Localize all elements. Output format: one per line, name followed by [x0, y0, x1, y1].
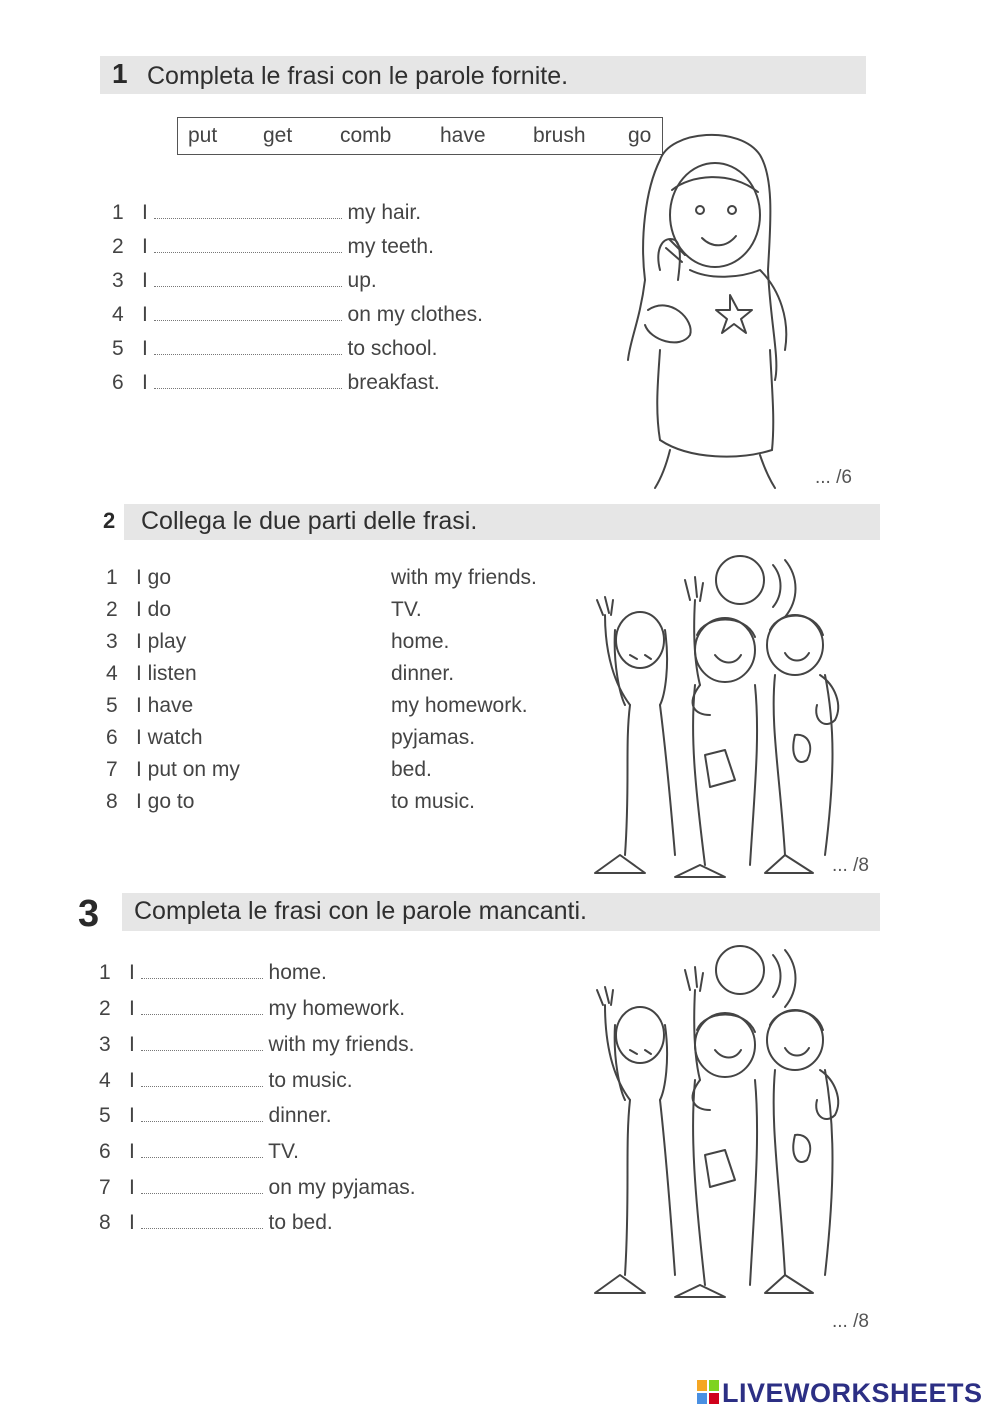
s3-row-number: 3	[99, 1033, 111, 1056]
s3-row-3	[99, 1033, 414, 1057]
s1-row-3	[112, 269, 377, 293]
s1-row-end: on my clothes.	[347, 303, 483, 326]
word-get: get	[263, 124, 293, 147]
s1-row-start: I	[142, 371, 148, 394]
kids-playing-illustration-2	[585, 945, 855, 1300]
s3-row-start: I	[129, 997, 135, 1020]
s2-left-1[interactable]	[106, 566, 171, 590]
s2-left-number: 5	[106, 694, 118, 717]
s2-right-6[interactable]: pyjamas.	[391, 726, 476, 749]
s2-left-3[interactable]	[106, 630, 186, 654]
s3-row-end: to bed.	[268, 1211, 333, 1234]
s2-right-5[interactable]: my homework.	[391, 694, 528, 717]
s1-blank-6[interactable]	[154, 374, 342, 389]
s1-row-start: I	[142, 269, 148, 292]
s1-row-number: 2	[112, 235, 124, 258]
s3-blank-8[interactable]	[141, 1214, 263, 1229]
s1-row-end: my hair.	[347, 201, 422, 224]
s2-right-8[interactable]: to music.	[391, 790, 476, 813]
s3-row-start: I	[129, 1033, 135, 1056]
s3-row-start: I	[129, 1104, 135, 1127]
s2-left-number: 4	[106, 662, 118, 685]
girl-combing-hair-illustration	[600, 120, 810, 490]
s3-row-2	[99, 997, 405, 1021]
s3-row-6	[99, 1140, 299, 1164]
s3-blank-2[interactable]	[141, 1000, 263, 1015]
s3-row-end: TV.	[268, 1140, 299, 1163]
s1-row-6	[112, 371, 440, 395]
s1-row-1	[112, 201, 421, 225]
s2-left-number: 3	[106, 630, 118, 653]
s3-row-8	[99, 1211, 333, 1235]
s1-row-number: 3	[112, 269, 124, 292]
s1-row-end: to school.	[347, 337, 438, 360]
liveworksheets-logo-icon	[697, 1380, 719, 1404]
section1-score: ... /6	[815, 467, 852, 488]
s1-row-4	[112, 303, 483, 327]
s2-left-6[interactable]	[106, 726, 203, 750]
s1-row-start: I	[142, 303, 148, 326]
s3-row-number: 5	[99, 1104, 111, 1127]
word-have: have	[440, 124, 486, 147]
liveworksheets-brand[interactable]: LIVEWORKSHEETS	[722, 1378, 983, 1408]
section3-number: 3	[78, 893, 100, 935]
s3-row-4	[99, 1069, 353, 1093]
s1-row-end: breakfast.	[347, 371, 440, 394]
s2-left-4[interactable]	[106, 662, 197, 686]
section1-number: 1	[112, 58, 128, 89]
s3-row-number: 1	[99, 961, 111, 984]
s3-blank-5[interactable]	[141, 1107, 263, 1122]
s1-row-number: 4	[112, 303, 124, 326]
s2-left-text: I play	[136, 630, 187, 653]
word-brush: brush	[533, 124, 586, 147]
s3-row-number: 7	[99, 1176, 111, 1199]
s1-row-number: 1	[112, 201, 124, 224]
s3-row-number: 6	[99, 1140, 111, 1163]
s3-row-start: I	[129, 1176, 135, 1199]
s2-left-text: I have	[136, 694, 194, 717]
s2-left-7[interactable]	[106, 758, 240, 782]
s2-left-number: 8	[106, 790, 118, 813]
word-go: go	[628, 124, 652, 147]
s3-row-number: 2	[99, 997, 111, 1020]
section2-title: Collega le due parti delle frasi.	[141, 507, 478, 535]
s3-row-start: I	[129, 1069, 135, 1092]
s2-left-2[interactable]	[106, 598, 171, 622]
s1-blank-5[interactable]	[154, 340, 342, 355]
s3-row-end: my homework.	[268, 997, 406, 1020]
s2-left-5[interactable]	[106, 694, 193, 718]
s2-left-number: 2	[106, 598, 118, 621]
s1-row-5	[112, 337, 437, 361]
s2-left-number: 6	[106, 726, 118, 749]
s2-left-text: I put on my	[136, 758, 240, 781]
section3-title: Completa le frasi con le parole mancanti.	[134, 897, 588, 925]
s2-right-3[interactable]: home.	[391, 630, 450, 653]
s1-blank-4[interactable]	[154, 306, 342, 321]
section2-number: 2	[103, 508, 116, 533]
s3-row-1	[99, 961, 327, 985]
word-put: put	[188, 124, 218, 147]
s1-blank-2[interactable]	[154, 238, 342, 253]
s3-row-number: 8	[99, 1211, 111, 1234]
s2-left-text: I watch	[136, 726, 203, 749]
kids-playing-illustration	[585, 555, 855, 880]
s2-right-1[interactable]: with my friends.	[391, 566, 537, 589]
word-comb: comb	[340, 124, 392, 147]
s3-row-number: 4	[99, 1069, 111, 1092]
s1-row-number: 6	[112, 371, 124, 394]
s3-row-end: with my friends.	[268, 1033, 415, 1056]
s2-left-text: I go to	[136, 790, 195, 813]
s2-left-number: 7	[106, 758, 118, 781]
section1-title: Completa le frasi con le parole fornite.	[147, 62, 569, 90]
s2-right-4[interactable]: dinner.	[391, 662, 455, 685]
s3-row-end: home.	[268, 961, 327, 984]
s1-row-number: 5	[112, 337, 124, 360]
s3-row-end: to music.	[268, 1069, 353, 1092]
s2-right-2[interactable]: TV.	[391, 598, 422, 621]
section3-score: ... /8	[832, 1311, 869, 1332]
s3-row-7	[99, 1176, 416, 1200]
s3-blank-7[interactable]	[141, 1179, 263, 1194]
s2-left-text: I go	[136, 566, 172, 589]
s3-row-start: I	[129, 961, 135, 984]
s1-row-start: I	[142, 337, 148, 360]
s2-right-7[interactable]: bed.	[391, 758, 432, 781]
s2-left-8[interactable]	[106, 790, 194, 814]
s1-row-2	[112, 235, 434, 259]
s3-row-start: I	[129, 1140, 135, 1163]
s3-blank-4[interactable]	[141, 1072, 263, 1087]
s2-left-text: I listen	[136, 662, 197, 685]
s1-blank-1[interactable]	[154, 204, 342, 219]
s3-row-start: I	[129, 1211, 135, 1234]
s1-blank-3[interactable]	[154, 272, 342, 287]
s3-row-end: on my pyjamas.	[268, 1176, 416, 1199]
s1-row-start: I	[142, 235, 148, 258]
s3-row-5	[99, 1104, 332, 1128]
s1-row-end: up.	[347, 269, 377, 292]
s1-row-start: I	[142, 201, 148, 224]
s1-row-end: my teeth.	[347, 235, 434, 258]
s2-left-number: 1	[106, 566, 118, 589]
word-box	[177, 117, 663, 155]
section2-score: ... /8	[832, 855, 869, 876]
s3-blank-3[interactable]	[141, 1036, 263, 1051]
s3-blank-6[interactable]	[141, 1143, 263, 1158]
s2-left-text: I do	[136, 598, 172, 621]
s3-row-end: dinner.	[268, 1104, 332, 1127]
s3-blank-1[interactable]	[141, 964, 263, 979]
